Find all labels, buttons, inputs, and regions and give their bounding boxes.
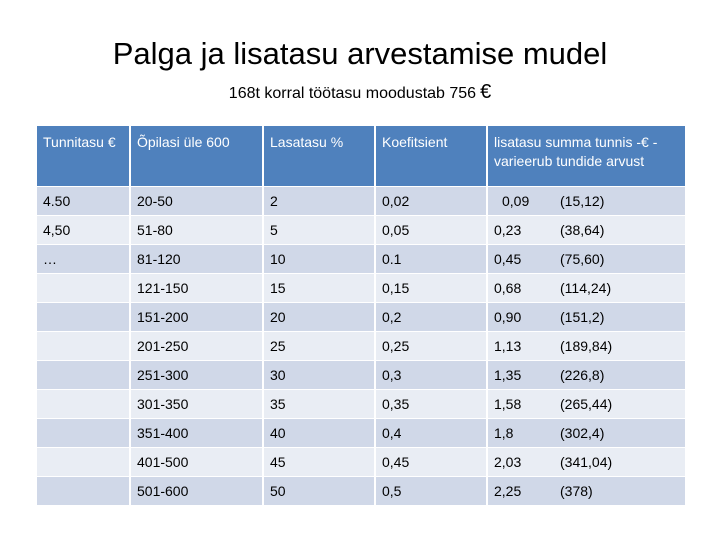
bonus-per-hour: 1,8	[494, 424, 514, 441]
cell-students: 151-200	[130, 302, 263, 331]
bonus-per-hour: 1,35	[494, 366, 522, 383]
header-bonus-percent: Lasatasu %	[263, 126, 375, 186]
bonus-per-hour: 1,13	[494, 337, 522, 354]
cell-students: 301-350	[130, 389, 263, 418]
cell-hourly-rate	[37, 302, 130, 331]
bonus-total: (341,04)	[560, 453, 613, 470]
bonus-total: (38,64)	[560, 221, 605, 238]
header-students: Õpilasi üle 600	[130, 126, 263, 186]
cell-students: 121-150	[130, 273, 263, 302]
cell-bonus-percent: 40	[263, 418, 375, 447]
table-row	[37, 418, 685, 447]
cell-bonus-percent: 10	[263, 244, 375, 273]
cell-hourly-rate: 4,50	[37, 215, 130, 244]
cell-bonus-sum	[487, 331, 685, 360]
cell-bonus-percent: 25	[263, 331, 375, 360]
cell-bonus-sum	[487, 447, 685, 476]
bonus-total: (189,84)	[560, 337, 613, 354]
bonus-total: (15,12)	[560, 192, 605, 209]
cell-hourly-rate	[37, 476, 130, 505]
table-row	[37, 186, 685, 215]
bonus-total: (226,8)	[560, 366, 605, 383]
cell-students: 20-50	[130, 186, 263, 215]
cell-students: 501-600	[130, 476, 263, 505]
bonus-per-hour: 0,09	[502, 192, 530, 209]
cell-bonus-sum	[487, 215, 685, 244]
cell-bonus-sum	[487, 389, 685, 418]
cell-hourly-rate: …	[37, 244, 130, 273]
bonus-total: (114,24)	[560, 279, 612, 296]
table-row	[37, 302, 685, 331]
bonus-per-hour: 0,23	[494, 221, 522, 238]
cell-coefficient: 0,3	[375, 360, 487, 389]
table-row	[37, 447, 685, 476]
cell-hourly-rate	[37, 418, 130, 447]
cell-coefficient: 0,35	[375, 389, 487, 418]
cell-students: 351-400	[130, 418, 263, 447]
bonus-total: (151,2)	[560, 308, 605, 325]
subtitle	[0, 80, 720, 106]
cell-coefficient: 0,05	[375, 215, 487, 244]
header-coefficient: Koefitsient	[375, 126, 487, 186]
cell-bonus-sum	[487, 418, 685, 447]
cell-coefficient: 0,02	[375, 186, 487, 215]
cell-bonus-percent: 2	[263, 186, 375, 215]
salary-table	[37, 126, 685, 505]
cell-hourly-rate	[37, 331, 130, 360]
cell-coefficient: 0,2	[375, 302, 487, 331]
table-row	[37, 476, 685, 505]
cell-students: 201-250	[130, 331, 263, 360]
cell-hourly-rate	[37, 447, 130, 476]
cell-bonus-percent: 45	[263, 447, 375, 476]
bonus-per-hour: 0,90	[494, 308, 522, 325]
cell-coefficient: 0,45	[375, 447, 487, 476]
table-row	[37, 244, 685, 273]
cell-hourly-rate	[37, 360, 130, 389]
header-hourly-rate: Tunnitasu €	[37, 126, 130, 186]
cell-students: 51-80	[130, 215, 263, 244]
bonus-total: (265,44)	[560, 395, 613, 412]
cell-bonus-percent: 5	[263, 215, 375, 244]
bonus-per-hour: 2,25	[494, 482, 522, 499]
cell-bonus-percent: 30	[263, 360, 375, 389]
cell-hourly-rate	[37, 273, 130, 302]
page-title: Palga ja lisatasu arvestamise mudel	[112, 36, 608, 71]
bonus-total: (378)	[560, 482, 593, 499]
bonus-total: (302,4)	[560, 424, 605, 441]
bonus-per-hour: 1,58	[494, 395, 522, 412]
bonus-per-hour: 0,68	[494, 279, 522, 296]
cell-coefficient: 0,15	[375, 273, 487, 302]
cell-bonus-percent: 35	[263, 389, 375, 418]
cell-students: 251-300	[130, 360, 263, 389]
table-row	[37, 215, 685, 244]
header-bonus-sum: lisatasu summa tunnis -€ - varieerub tundide arvust	[487, 126, 685, 186]
cell-bonus-sum	[487, 360, 685, 389]
subtitle-text: 168t korral töötasu moodustab 756	[228, 85, 477, 102]
subtitle-currency: €	[480, 81, 492, 103]
table-row	[37, 360, 685, 389]
cell-students: 401-500	[130, 447, 263, 476]
cell-hourly-rate	[37, 389, 130, 418]
cell-bonus-percent: 20	[263, 302, 375, 331]
table-row	[37, 331, 685, 360]
cell-bonus-sum	[487, 476, 685, 505]
cell-coefficient: 0.1	[375, 244, 487, 273]
bonus-total: (75,60)	[560, 250, 605, 267]
cell-coefficient: 0,5	[375, 476, 487, 505]
cell-bonus-sum	[487, 302, 685, 331]
cell-hourly-rate: 4.50	[37, 186, 130, 215]
cell-bonus-percent: 15	[263, 273, 375, 302]
cell-coefficient: 0,4	[375, 418, 487, 447]
cell-coefficient: 0,25	[375, 331, 487, 360]
table-row	[37, 389, 685, 418]
bonus-per-hour: 0,45	[494, 250, 522, 267]
cell-bonus-sum	[487, 273, 685, 302]
cell-bonus-sum	[487, 244, 685, 273]
cell-bonus-percent: 50	[263, 476, 375, 505]
bonus-per-hour: 2,03	[494, 453, 522, 470]
cell-students: 81-120	[130, 244, 263, 273]
table-row	[37, 273, 685, 302]
table-header-row	[37, 126, 685, 186]
cell-bonus-sum	[487, 186, 685, 215]
